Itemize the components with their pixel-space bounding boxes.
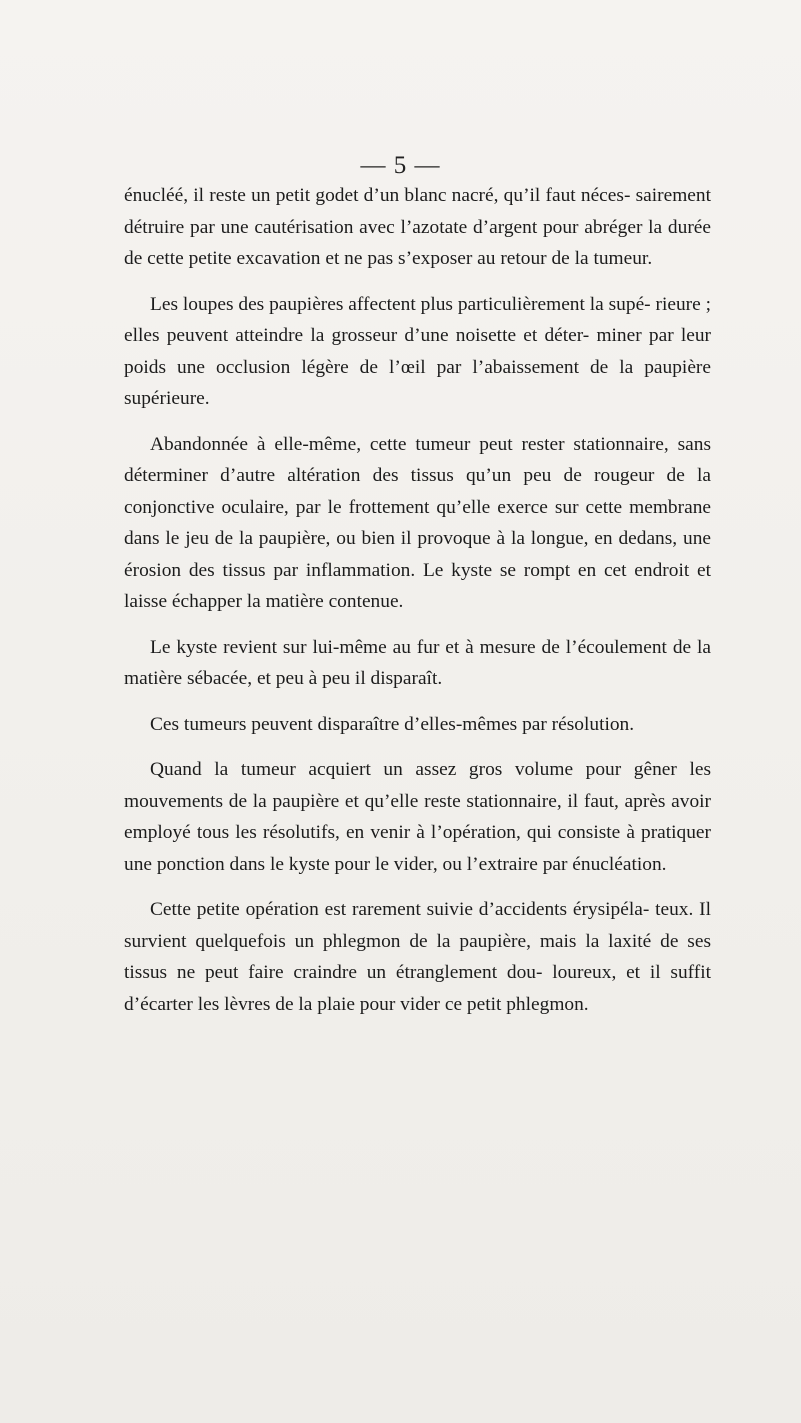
paragraph-2: Les loupes des paupières affectent plus particulièrement la supé- rieure ; elles peuvent atteindre la grosseur d’une noisette et déter- miner par leur poids une occlusion légère de l’œil par l’abaissement de la paupière supérieure. bbox=[124, 293, 711, 409]
paragraph-3: Abandonnée à elle-même, cette tumeur peut rester stationnaire, sans déterminer d’autre altération des tissus qu’un peu de rougeur de la conjonctive oculaire, par le frottement qu’elle exerce sur cette membrane dans le jeu de la paupière, ou bien il provoque à la longue, en dedans, une érosion des tissus par inflammation. Le kyste se rompt en cet endroit et laisse échapper la matière contenue. bbox=[124, 433, 711, 612]
paragraph-6: Quand la tumeur acquiert un assez gros volume pour gêner les mouvements de la paupière et qu’elle reste stationnaire, il faut, après avoir employé tous les résolutifs, en venir à l’opération, qui consiste à pratiquer une ponction dans le kyste pour le vider, ou l’extraire par énucléation. bbox=[124, 759, 711, 875]
paragraph-7: Cette petite opération est rarement suivie d’accidents érysipéla- teux. Il survient quelquefois un phlegmon de la paupière, mais la laxité de ses tissus ne peut faire craindre un étranglement dou- loureux, et il suffit d’écarter les lèvres de la plaie pour vider ce petit phlegmon. bbox=[124, 899, 711, 1015]
text-body bbox=[124, 180, 711, 1034]
paragraph-5: Ces tumeurs peuvent disparaître d’elles-mêmes par résolution. bbox=[150, 713, 635, 735]
paragraph-4: Le kyste revient sur lui-même au fur et à mesure de l’écoulement de la matière sébacée, et peu à peu il disparaît. bbox=[124, 636, 711, 689]
page-number: — 5 — bbox=[360, 152, 441, 179]
paragraph-1: énucléé, il reste un petit godet d’un blanc nacré, qu’il faut néces- sairement détruire par une cautérisation avec l’azotate d’argent pour abréger la durée de cette petite excavation et ne pas s’exposer au retour de la tumeur. bbox=[124, 185, 711, 269]
